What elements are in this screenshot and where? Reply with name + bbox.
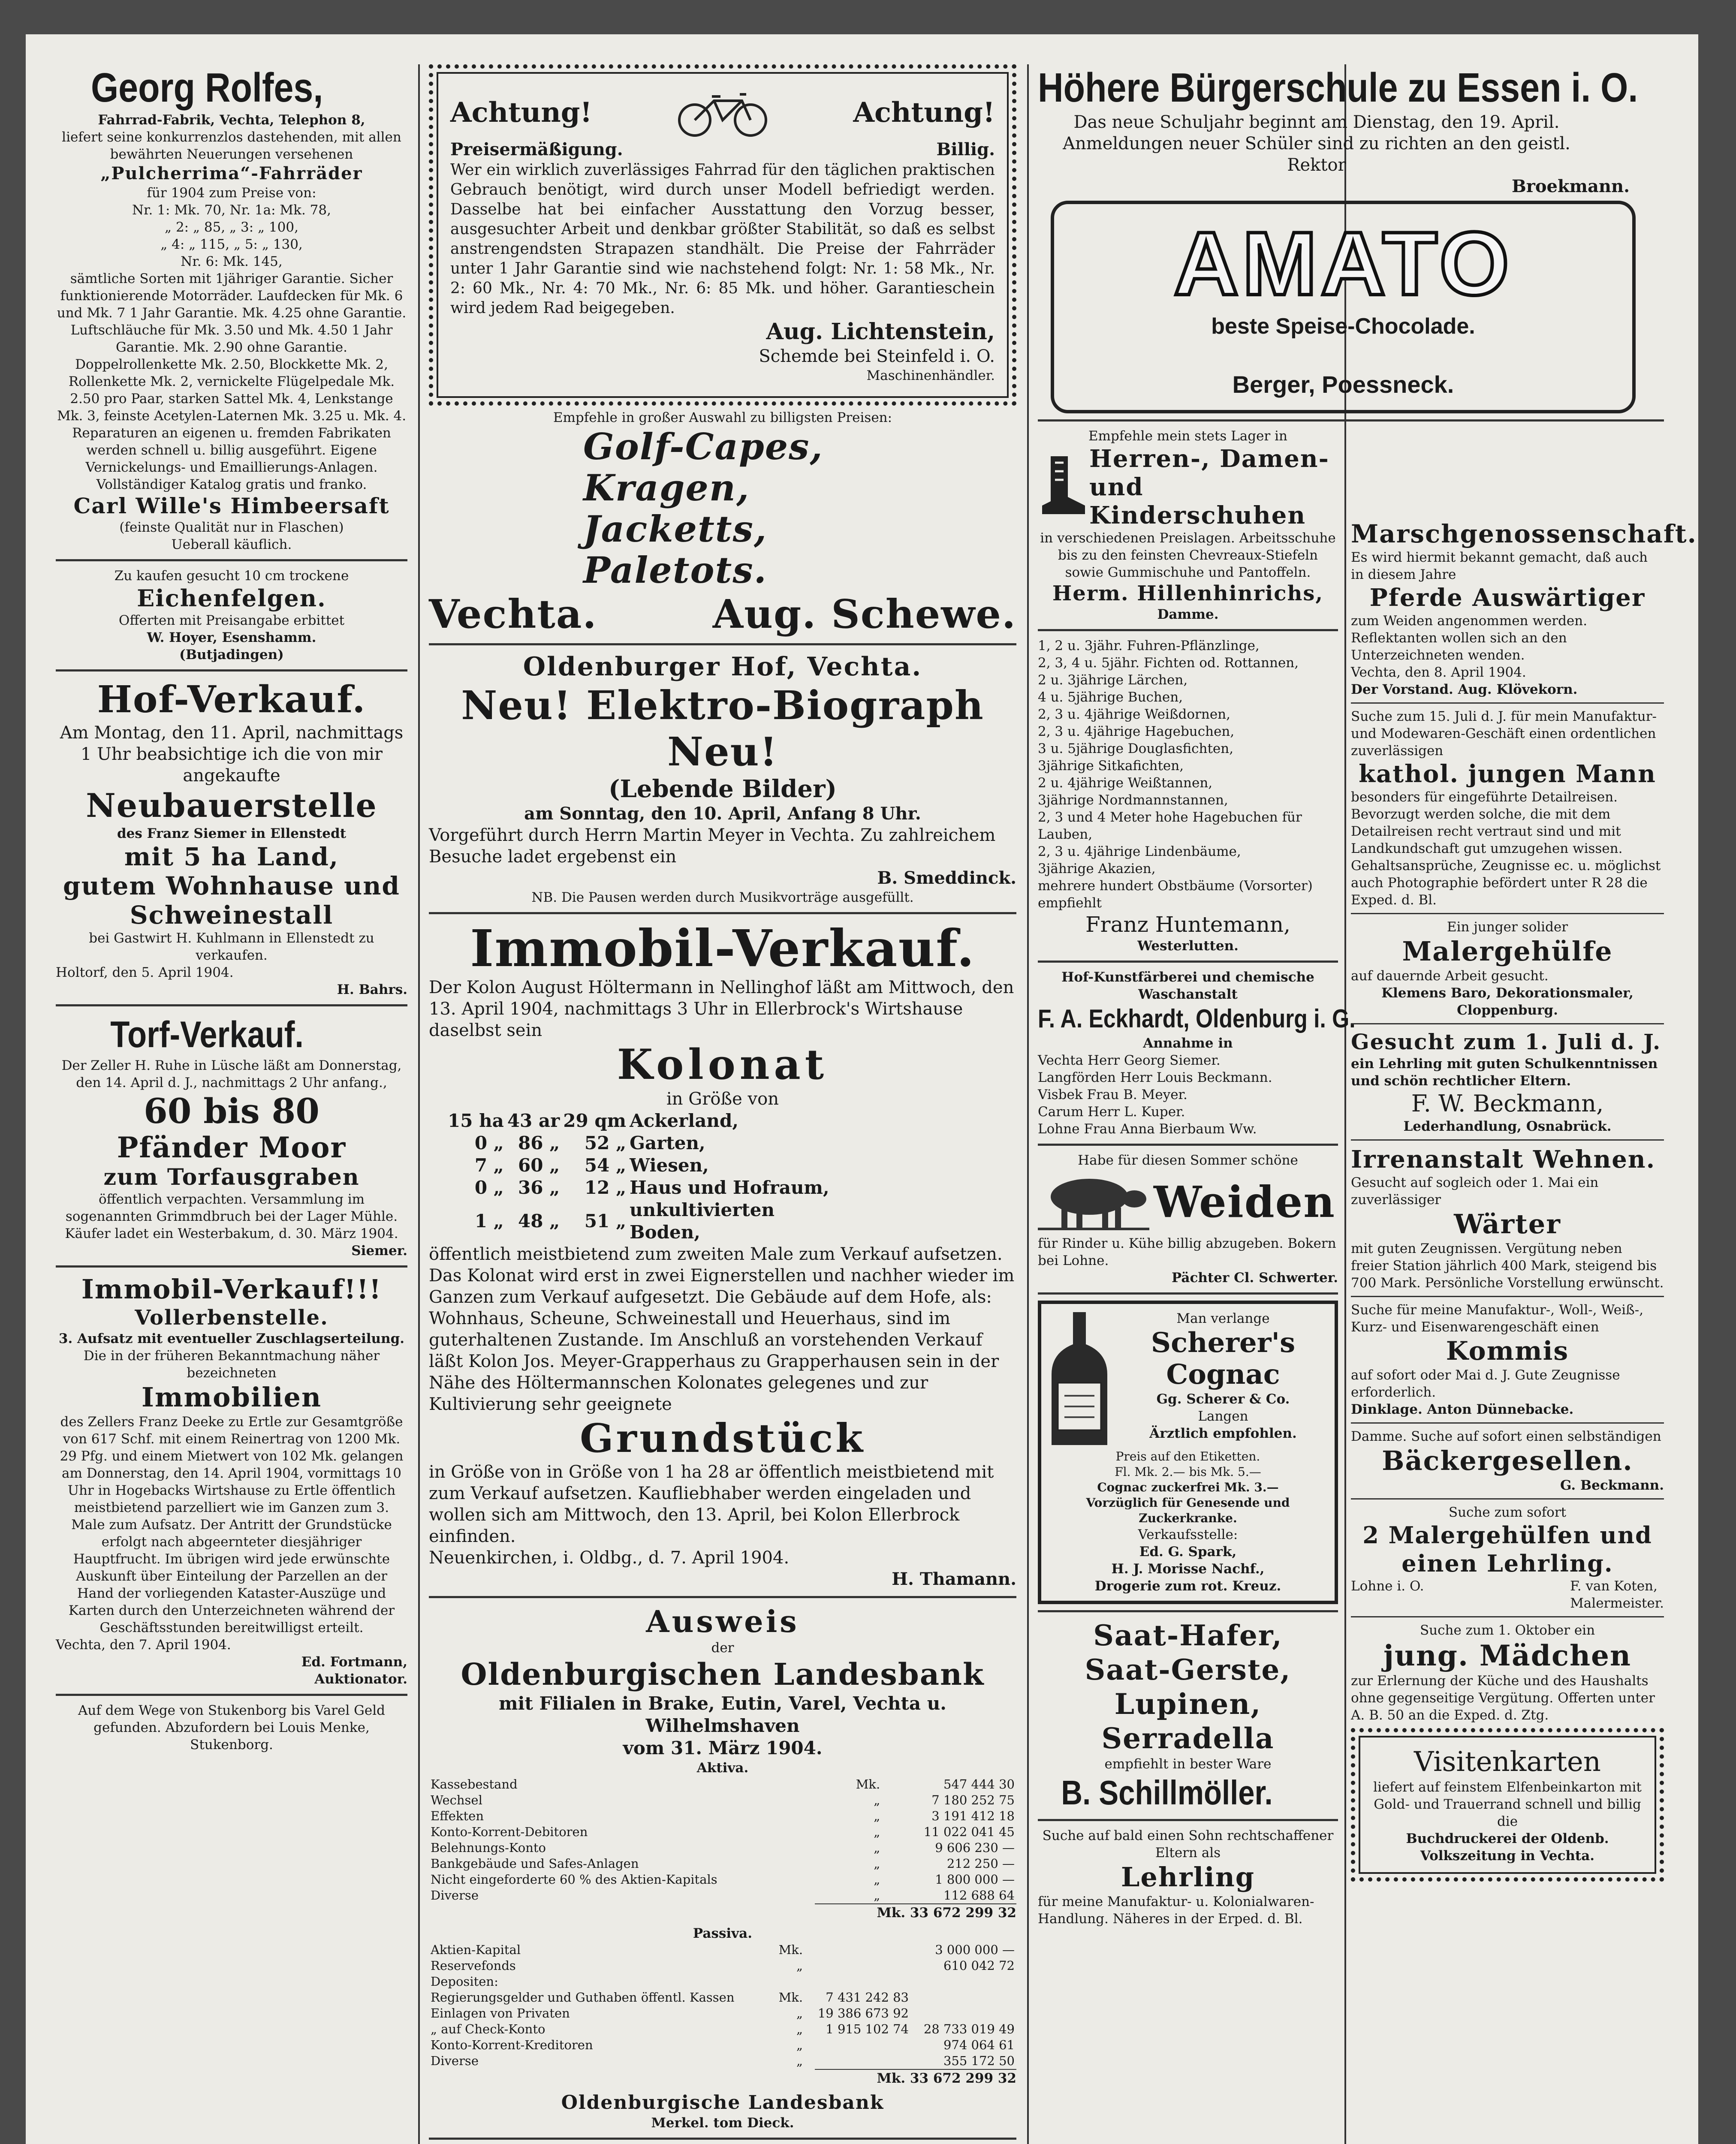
kolonat-row [446, 1132, 832, 1154]
aktiva-currency: „ [874, 1825, 880, 1839]
passiva-currency: „ [796, 2006, 803, 2021]
passiva-subvalue: 1 915 102 74 [826, 2022, 909, 2036]
saat-name: B. Schillmöller. [1061, 1774, 1273, 1812]
aktiva-row [429, 1777, 1016, 1792]
maler2-place: Lohne i. O. [1351, 1578, 1424, 1594]
passiva-row [429, 2005, 1016, 2021]
cow-icon [1038, 1169, 1149, 1235]
aktiva-label: Nicht eingeforderte 60 % des Aktien-Kapitals [431, 1872, 717, 1887]
marsch-text2: zum Weiden angenommen werden. Reflektanten wollen sich an den Unterzeichneten wenden. [1351, 613, 1588, 663]
passiva-subvalue [805, 1974, 910, 1990]
passiva-value: 355 172 50 [943, 2054, 1015, 2068]
bank-sign: Oldenburgische Landesbank [561, 2092, 884, 2114]
cognac-place: Langen [1198, 1409, 1248, 1424]
aktiva-value: 212 250 — [946, 1856, 1015, 1871]
aktiva-label: Bankgebäude und Safes-Anlagen [431, 1856, 639, 1871]
cell-qm: 12 „ [584, 1177, 627, 1198]
kolonat-table [446, 1110, 832, 1244]
marsch-sign: Der Vorstand. Aug. Klövekorn. [1351, 682, 1578, 697]
bicycle-icon [673, 86, 772, 139]
passiva-row [429, 1990, 1016, 2005]
divider [1351, 1616, 1664, 1617]
aktiva-row [429, 1872, 1016, 1888]
weiden-sign: Pächter Cl. Schwerter. [1171, 1270, 1338, 1286]
passiva-row [429, 2021, 1016, 2037]
passiva-value: 3 000 000 — [935, 1942, 1015, 1957]
maler2-big: 2 Malergehülfen und einen Lehrling. [1362, 1521, 1652, 1577]
aktiva-total: Mk. 33 672 299 32 [815, 1903, 1016, 1921]
schuh-place: Damme. [1157, 607, 1219, 622]
divider [1038, 1292, 1338, 1295]
cell-type: Wiesen, [630, 1155, 709, 1176]
irren-text2: mit guten Zeugnissen. Vergütung neben freier Station jährlich 400 Mark, steigend bis 700 Mark. Persönliche Vorstellung erwünscht. [1351, 1241, 1664, 1291]
pflanzen-list: 1, 2 u. 3jähr. Fuhren-Pflänzlinge, 2, 3, 4 u. 5jähr. Fichten od. Rottannen, 2 u. 3jährige Lärchen, 4 u. 5jährige Buchen, 2, 3 u. 4jährige Weißdornen, 2, 3 u. 4jährige Hagebuchen, 3 u. 5jährige Douglasfichten, 3jährige Sitkafichten, 2 u. 4jährige Weißtannen, 3jährige Nordmannstannen, 2, 3 und 4 Meter hohe Hagebuchen für Lauben, 2, 3 u. 4jährige Lindenbäume, 3jährige Akazien, mehrere hundert Obstbäume (Vorsorter) empfiehlt [1038, 638, 1313, 911]
lehr-big: Lehrling [1121, 1861, 1255, 1893]
rolfes-subtitle: Fahrrad-Fabrik, Vechta, Telephon 8, [98, 112, 365, 128]
schuh-sign: Herm. Hillenhinrichs, [1052, 581, 1324, 605]
iv-date: Neuenkirchen, i. Oldbg., d. 7. April 1904. [429, 1548, 790, 1568]
divider [1351, 702, 1664, 704]
iv-text2: öffentlich meistbietend zum zweiten Male zum Verkauf aufsetzen. Das Kolonat wird erst in zwei Eignerstellen und nachher wieder im Ganzen zum Verkauf aufgesetzt. Die Gebäude auf dem Hofe, als: Wohnhaus, Scheune, Schweinestall und Heuerhaus, sind im guterhaltenen Zustande. Im Anschluß an vorstehenden Verkauf läßt Kolon Jos. Meyer-Grapperhaus zu Grapperhausen sein in der Nähe des Höltermannschen Kolonates gelegenes und zur Kultivierung sehr geeignete [429, 1244, 1015, 1414]
divider [56, 1265, 407, 1268]
eichen-sign: W. Hoyer, Esenshamm. (Butjadingen) [147, 630, 316, 662]
geld-text: Auf dem Wege von Stukenborg bis Varel Geld gefunden. Abzufordern bei Louis Menke, Stukenborg. [78, 1703, 385, 1753]
immo-text2: des Zellers Franz Deeke zu Ertle zur Gesamtgröße von 617 Schf. mit einem Reinertrag von 1200 Mk. 29 Pfg. und einem Mietwert von 102 Mk. gelangen am Donnerstag, den 14. April 1904, vormittags 10 Uhr in Hogebacks Wirtshause zu Ertle öffentlich meistbietend parzelliert wie im Ganzen zum 3. Male zum Aufsatz. Der Antritt der Grundstücke erfolgt nach abgeernteter diesjähriger Hauptfrucht. Im übrigen wird jede erwünschte Auskunft über Einteilung der Parzellen an der Hand der vorliegenden Kataster-Auszüge und Karten durch den Unterzeichneten während der Geschäftsstunden bereitwilligst erteilt. [60, 1414, 404, 1635]
aktiva-value: 1 800 000 — [935, 1872, 1015, 1887]
divider [1038, 961, 1338, 963]
maed-big: jung. Mädchen [1383, 1639, 1632, 1672]
saat-big: Saat-Hafer, Saat-Gerste, Lupinen, Serradella [1085, 1619, 1291, 1755]
kommis-sign: Dinklage. Anton Dünnebacke. [1351, 1402, 1574, 1417]
cognac-brand: Scherer's Cognac [1151, 1327, 1296, 1391]
cell-qm: 52 „ [584, 1132, 627, 1153]
mann-text: Suche zum 15. Juli d. J. für mein Manufaktur- und Modewaren-Geschäft einen ordentlichen zuverlässigen [1351, 709, 1657, 759]
aktiva-currency: „ [874, 1809, 880, 1823]
cell-ar: 43 ar [507, 1110, 560, 1131]
passiva-subvalue [805, 1942, 910, 1958]
schewe-items: Golf-Capes, Kragen, Jacketts, Paletots. [583, 425, 823, 591]
iv-title: Immobil-Verkauf. [470, 918, 975, 978]
kolonat-row [446, 1199, 832, 1244]
divider [1351, 1139, 1664, 1141]
achtung-sign: Aug. Lichtenstein, [766, 319, 995, 345]
immo-big: Immobilien [141, 1382, 322, 1413]
passiva-currency: Mk. [778, 1942, 803, 1957]
bio-date: am Sonntag, den 10. April, Anfang 8 Uhr. [524, 804, 921, 824]
bio-nb: NB. Die Pausen werden durch Musikvorträge ausgefüllt. [531, 890, 914, 905]
kolonat-row [446, 1154, 832, 1177]
aktiva-row [429, 1824, 1016, 1840]
passiva-label: Regierungsgelder und Guthaben öffentl. Kassen [431, 1990, 735, 2005]
cell-ar: 36 „ [518, 1177, 560, 1198]
lehr-text2: für meine Manufaktur- u. Kolonialwaren-Handlung. Näheres in der Erped. d. Bl. [1038, 1894, 1314, 1927]
maler-text: auf dauernde Arbeit gesucht. [1351, 968, 1549, 984]
hof-title: Hof-Verkauf. [97, 678, 366, 721]
schuh-text2: in verschiedenen Preislagen. Arbeitsschuhe bis zu den feinsten Chevreaux-Stiefeln sowie Gummischuhe und Pantoffeln. [1040, 530, 1336, 580]
cognac-stores: Ed. G. Spark, H. J. Morisse Nachf., Drogerie zum rot. Kreuz. [1094, 1544, 1281, 1594]
rolfes-more: sämtliche Sorten mit 1jähriger Garantie. Sicher funktionierende Motorräder. Laufdecken für Mk. 6 und Mk. 7 1 Jahr Garantie. Mk. 4.25 ohne Garantie. Luftschläuche für Mk. 3.50 und Mk. 4.50 1 Jahr Garantie. Mk. 2.90 ohne Garantie. Doppelrollenkette Mk. 2.50, Blockkette Mk. 2, Rollenkette Mk. 2, vernickelte Flügelpedale Mk. 2.50 pro Paar, starken Sattel Mk. 4, Lenkstange Mk. 3, feinste Acetylen-Laternen Mk. 3.25 u. Mk. 4. [57, 271, 407, 424]
aktiva-head: Aktiva. [696, 1760, 749, 1776]
irren-text: Gesucht auf sogleich oder 1. Mai ein zuverlässiger [1351, 1175, 1599, 1208]
maed-text: Suche zum 1. Oktober ein [1420, 1623, 1595, 1638]
torf-title: Torf-Verkauf. [110, 1014, 304, 1055]
amato-logo: AMATO [1173, 213, 1513, 314]
bio-sign: B. Smeddinck. [877, 868, 1016, 888]
passiva-label: Reservefonds [431, 1958, 516, 1973]
passiva-currency: „ [796, 2022, 803, 2036]
cell-ha: 0 „ [474, 1177, 504, 1198]
cell-ha: 15 ha [448, 1110, 504, 1131]
visit-text: liefert auf feinstem Elfenbeinkarton mit Gold- und Trauerrand schnell und billig die [1373, 1780, 1642, 1829]
passiva-row [429, 2037, 1016, 2053]
divider [1351, 1422, 1664, 1424]
passiva-value: 974 064 61 [943, 2038, 1015, 2052]
hof-text3: bei Gastwirt H. Kuhlmann in Ellenstedt zu verkaufen. [89, 930, 374, 963]
column-2 [429, 64, 1016, 2144]
passiva-value [910, 1974, 1016, 1990]
lehr-text: Suche auf bald einen Sohn rechtschaffener Eltern als [1042, 1828, 1334, 1861]
maed-text2: zur Erlernung der Küche und des Haushalts ohne gegenseitige Vergütung. Offerten unter A. B. 50 an die Exped. d. Ztg. [1351, 1673, 1655, 1723]
eck-text: Annahme in [1143, 1036, 1233, 1051]
divider [1038, 629, 1338, 631]
immo-sub: Vollerbenstelle. [135, 1306, 329, 1330]
passiva-row [429, 1942, 1016, 1958]
schewe-name: Aug. Schewe. [712, 591, 1016, 637]
weiden-big: Weiden [1154, 1177, 1336, 1227]
beck-text: ein Lehrling mit guten Schulkenntnissen und schön rechtlicher Eltern. [1351, 1056, 1658, 1089]
passiva-currency: „ [796, 2038, 803, 2052]
beck-title: Gesucht zum 1. Juli d. J. [1351, 1029, 1661, 1054]
aktiva-currency: Mk. [856, 1777, 880, 1792]
iv-text: Der Kolon August Höltermann in Nellinghof läßt am Mittwoch, den 13. April 1904, nachmittags 3 Uhr in Ellerbrock's Wirtshause daselbst sein [429, 978, 1014, 1040]
passiva-label: Konto-Korrent-Kreditoren [431, 2038, 593, 2052]
passiva-total: Mk. 33 672 299 32 [815, 2069, 1016, 2087]
column-1 [56, 64, 407, 2144]
preis-label: Preisermäßigung. [450, 139, 623, 160]
cell-qm: 51 „ [584, 1211, 627, 1232]
marsch-date: Vechta, den 8. April 1904. [1351, 665, 1526, 680]
torf-text: Der Zeller H. Ruhe in Lüsche läßt am Donnerstag, den 14. April d. J., nachmittags 2 Uhr anfang., [61, 1058, 402, 1090]
aktiva-value: 7 180 252 75 [931, 1793, 1015, 1807]
eck-list: Vechta Herr Georg Siemer. Langförden Herr Louis Beckmann. Visbek Frau B. Meyer. Carum Herr L. Kuper. Lohne Frau Anna Bierbaum Ww. [1038, 1053, 1272, 1137]
passiva-currency: Mk. [778, 1990, 803, 2005]
passiva-currency [774, 1974, 805, 1990]
mann-text2: besonders für eingeführte Detailreisen. Bevorzugt werden solche, die mit dem Detailreisen recht vertraut sind und mit Landkundschaft gut umzugehen wissen. Gehaltsansprüche, Zeugnisse ec. u. möglichst auch Photographie befördert unter R 28 die Exped. d. Bl. [1351, 789, 1661, 908]
achtung-left: Achtung! [450, 96, 592, 129]
divider [1038, 1819, 1338, 1821]
irren-title: Irrenanstalt Wehnen. [1351, 1145, 1656, 1174]
rolfes-brand: „Pulcherrima“-Fahrräder [100, 163, 363, 184]
maler-head: Ein junger solider [1447, 919, 1568, 935]
iv-groesse: in Größe von [666, 1089, 779, 1109]
passiva-label: Einlagen von Privaten [431, 2006, 570, 2021]
hof-text2: des Franz Siemer in Ellenstedt [117, 826, 347, 841]
divider [1038, 1610, 1338, 1612]
bio-sub: (Lebende Bilder) [609, 775, 837, 803]
divider [1351, 1498, 1664, 1500]
schule-text: Das neue Schuljahr beginnt am Dienstag, den 19. April. Anmeldungen neuer Schüler sind zu richten an den geistl. Rektor [1063, 112, 1570, 175]
kolonat-row [446, 1110, 832, 1132]
maler-big: Malergehülfe [1402, 936, 1613, 967]
passiva-subvalue [805, 2037, 910, 2053]
wille-text: (feinste Qualität nur in Flaschen) Ueberall käuflich. [119, 520, 344, 552]
maler2-sign: F. van Koten, Malermeister. [1570, 1578, 1664, 1611]
passiva-row [429, 1958, 1016, 1974]
aktiva-value: 11 022 041 45 [923, 1825, 1015, 1839]
weiden-text2: für Rinder u. Kühe billig abzugeben. Bokern bei Lohne. [1038, 1236, 1336, 1268]
achtung-text: Wer ein wirklich zuverlässiges Fahrrad für den täglichen praktischen Gebrauch benötigt, wird durch unser Modell befriedigt werden. Dasselbe hat bei einfacher Ausstattung den Vorzug besser, ausgesuchter Arbeit und denkbar größter Stabilität, so daß es selbst anstrengendsten Strapazen standhält. Die Preise der Fahrräder unter 1 Jahr Garantie sind wie nachstehend folgt: Nr. 1: 58 Mk., Nr. 2: 60 Mk., Nr. 4: 70 Mk., Nr. 6: 85 Mk. und höher. Garantieschein wird jedem Rad beigegeben. [450, 161, 995, 317]
eichen-title: Eichenfelgen. [137, 584, 326, 612]
divider [1351, 1296, 1664, 1297]
hunte-name: Franz Huntemann, [1085, 912, 1291, 937]
passiva-row [429, 2053, 1016, 2069]
rolfes-repair: Reparaturen an eigenen u. fremden Fabrikaten werden schnell u. billig ausgeführt. Eigene Vernickelungs- und Emaillierungs-Anlagen. Vollständiger Katalog gratis und franko. [72, 425, 391, 492]
passiva-subvalue [805, 2053, 910, 2069]
passiva-subvalue [805, 1958, 910, 1974]
maler-sign: Klemens Baro, Dekorationsmaler, Cloppenburg. [1381, 985, 1634, 1018]
cell-ha: 0 „ [474, 1132, 504, 1153]
column-rule-2 [1027, 64, 1029, 2144]
cell-ar: 60 „ [518, 1155, 560, 1176]
marsch-big: Pferde Auswärtiger [1369, 584, 1646, 612]
passiva-label: „ auf Check-Konto [431, 2022, 546, 2036]
aktiva-row [429, 1888, 1016, 1903]
kommis-big: Kommis [1446, 1336, 1569, 1366]
kolonat-row [446, 1177, 832, 1199]
schuh-big: Herren-, Damen- und Kinderschuhen [1089, 445, 1329, 530]
cognac-bottle-icon [1047, 1310, 1112, 1449]
rolfes-title: Georg Rolfes, [90, 65, 323, 111]
eichen-text: Offerten mit Preisangabe erbittet [118, 613, 345, 628]
passiva-currency: „ [796, 2054, 803, 2068]
passiva-value: 610 042 72 [943, 1958, 1015, 1973]
cognac-price: Preis auf den Etiketten. Fl. Mk. 2.— bis Mk. 5.— [1115, 1449, 1261, 1479]
achtung-box [429, 64, 1016, 406]
iv-text3: in Größe von in Größe von 1 ha 28 ar öffentlich meistbietend mit zum Verkauf aufsetzen. Kaufliebhaber werden eingeladen und wollen sich am Mittwoch, den 13. April, bei Kolon Ellerbrock einfinden. [429, 1462, 994, 1546]
divider [1351, 1023, 1664, 1024]
passiva-value: 28 733 019 49 [923, 2022, 1015, 2036]
beck-firm: Lederhandlung, Osnabrück. [1403, 1119, 1612, 1134]
aktiva-label: Konto-Korrent-Debitoren [431, 1825, 588, 1839]
aktiva-label: Effekten [431, 1809, 484, 1823]
torf-text2: öffentlich verpachten. Versammlung im sogenannten Grimmdbruch bei der Lager Mühle. Käufer ladet ein Westerbakum, d. 30. März 1904. [65, 1192, 398, 1241]
cell-type: Ackerland, [630, 1110, 738, 1131]
cell-type: Garten, [630, 1132, 705, 1153]
bio-text: Vorgeführt durch Herrn Martin Meyer in Vechta. Zu zahlreichem Besuche ladet ergebenst ein [429, 825, 996, 867]
torf-big: 60 bis 80 [144, 1091, 319, 1131]
immo-date: Vechta, den 7. April 1904. [56, 1637, 231, 1653]
achtung-right: Achtung! [853, 96, 995, 129]
cell-qm: 54 „ [584, 1155, 627, 1176]
bank-names: Merkel. tom Dieck. [651, 2115, 794, 2131]
aktiva-label: Belehnungs-Konto [431, 1840, 546, 1855]
column-rule-1 [418, 64, 420, 2144]
schewe-intro: Empfehle in großer Auswahl zu billigsten Preisen: [553, 410, 892, 425]
divider [56, 669, 407, 672]
ausweis-bank: Oldenburgischen Landesbank [461, 1656, 985, 1692]
torf-big3: zum Torfausgraben [103, 1164, 360, 1190]
achtung-role: Maschinenhändler. [866, 368, 995, 383]
immo-sub2: 3. Aufsatz mit eventueller Zuschlagserteilung. [58, 1331, 405, 1346]
passiva-label: Diverse [431, 2054, 479, 2068]
amato-box [1051, 201, 1636, 413]
aktiva-currency: „ [874, 1793, 880, 1807]
saat-text: empfiehlt in bester Ware [1104, 1756, 1272, 1772]
amato-sub: beste Speise-Chocolade. [1211, 314, 1475, 339]
passiva-subvalue: 19 386 673 92 [817, 2006, 909, 2021]
aktiva-value: 3 191 412 18 [931, 1809, 1015, 1823]
iv-sign: H. Thamann. [892, 1569, 1016, 1589]
aktiva-table [429, 1777, 1016, 1903]
aktiva-row [429, 1840, 1016, 1856]
cell-ar: 48 „ [518, 1211, 560, 1232]
aktiva-value: 112 688 64 [943, 1888, 1015, 1903]
immo-text: Die in der früheren Bekanntmachung näher bezeichneten [83, 1348, 380, 1381]
cognac-firm: Gg. Scherer & Co. [1156, 1391, 1290, 1407]
beck-name: F. W. Beckmann, [1411, 1090, 1604, 1117]
achtung-place: Schemde bei Steinfeld i. O. [759, 346, 995, 366]
ausweis-der: der [711, 1640, 734, 1656]
aktiva-currency: „ [874, 1872, 880, 1887]
divider [1351, 913, 1664, 914]
divider [429, 1596, 1016, 1598]
cognac-man: Man verlange [1176, 1311, 1270, 1326]
passiva-value [910, 1990, 1016, 2005]
divider [429, 643, 1016, 645]
immo-sign: Ed. Fortmann, Auktionator. [301, 1654, 407, 1687]
hof-date: Holtorf, den 5. April 1904. [56, 965, 234, 980]
weiden-text: Habe für diesen Sommer schöne [1078, 1153, 1298, 1168]
hof-heading: Oldenburger Hof, Vechta. [523, 652, 922, 682]
cell-ar: 86 „ [518, 1132, 560, 1153]
aktiva-currency: „ [874, 1840, 880, 1855]
maler2-text: Suche zum sofort [1448, 1505, 1567, 1520]
divider [56, 1004, 407, 1006]
cognac-vk: Verkaufsstelle: [1138, 1527, 1238, 1542]
schuh-text: Empfehle mein stets Lager in [1088, 428, 1287, 444]
divider [1038, 1144, 1338, 1146]
passiva-subvalue: 7 431 242 83 [826, 1990, 909, 2005]
aktiva-row [429, 1792, 1016, 1808]
cell-ha: 1 „ [474, 1211, 504, 1232]
ausweis-title: Ausweis [646, 1604, 799, 1639]
hof-big: Neubauerstelle [86, 786, 377, 825]
amato-firm: Berger, Poessneck. [1232, 371, 1454, 398]
eck-head: Hof-Kunstfärberei und chemische Waschanstalt [1061, 970, 1314, 1002]
aktiva-value: 9 606 230 — [935, 1840, 1015, 1855]
divider [1038, 419, 1664, 422]
aktiva-currency: „ [874, 1856, 880, 1871]
baeck-big: Bäckergesellen. [1382, 1445, 1633, 1476]
passiva-table [429, 1942, 1016, 2069]
aktiva-label: Kassebestand [431, 1777, 518, 1792]
cognac-zucker: Cognac zuckerfrei Mk. 3.— Vorzüglich für Genesende und Zuckerkranke. [1086, 1480, 1290, 1525]
aktiva-label: Diverse [431, 1888, 479, 1903]
divider [429, 912, 1016, 914]
passiva-label: Aktien-Kapital [431, 1942, 521, 1957]
hof-big2: mit 5 ha Land, gutem Wohnhause und Schweinestall [63, 842, 400, 930]
passiva-label: Depositen: [431, 1974, 498, 1989]
wille-title: Carl Wille's Himbeersaft [73, 493, 390, 518]
passiva-row [429, 1974, 1016, 1990]
schule-sign: Broekmann. [1511, 176, 1630, 196]
visit-firm: Buchdruckerei der Oldenb. Volkszeitung in Vechta. [1406, 1831, 1609, 1864]
schule-title: Höhere Bürgerschule zu Essen i. O. [1038, 65, 1638, 111]
aktiva-value: 547 444 30 [943, 1777, 1015, 1792]
billig-label: Billig. [936, 139, 995, 160]
cognac-box [1038, 1301, 1338, 1604]
cell-qm: 29 qm [563, 1110, 627, 1131]
hof-text: Am Montag, den 11. April, nachmittags 1 Uhr beabsichtige ich die von mir angekaufte [60, 723, 404, 786]
kommis-text: Suche für meine Manufaktur-, Woll-, Weiß-, Kurz- und Eisenwarengeschäft einen [1351, 1302, 1644, 1335]
rolfes-text: liefert seine konkurrenzlos dastehenden, mit allen bewährten Neuerungen versehenen [62, 129, 401, 162]
passiva-value [910, 2005, 1016, 2021]
irren-big: Wärter [1454, 1208, 1561, 1240]
cell-type: unkultivierten Boden, [630, 1199, 775, 1243]
iv-grund: Grundstück [579, 1415, 866, 1461]
passiva-head: Passiva. [693, 1926, 753, 1941]
schewe-place: Vechta. [429, 591, 597, 637]
kommis-text2: auf sofort oder Mai d. J. Gute Zeugnisse erforderlich. [1351, 1367, 1620, 1400]
cognac-praise: Ärztlich empfohlen. [1149, 1426, 1297, 1441]
torf-big2: Pfänder Moor [117, 1131, 347, 1164]
marsch-text: Es wird hiermit bekannt gemacht, daß auch in diesem Jahre [1351, 550, 1648, 582]
eichen-head: Zu kaufen gesucht 10 cm trockene [114, 568, 349, 584]
boot-icon [1038, 454, 1089, 520]
mann-big: kathol. jungen Mann [1359, 760, 1656, 788]
bio-title: Neu! Elektro-Biograph Neu! [461, 682, 984, 775]
baeck-sign: G. Beckmann. [1560, 1478, 1664, 1493]
eck-name: F. A. Eckhardt, Oldenburg i. G. [1038, 1004, 1356, 1033]
rolfes-prices: für 1904 zum Preise von: Nr. 1: Mk. 70, Nr. 1a: Mk. 78, „ 2: „ 85, „ 3: „ 100, „ 4: „ 115, „ 5: „ 130, Nr. 6: Mk. 145, [132, 185, 331, 269]
visit-box [1351, 1728, 1664, 1882]
visit-title: Visitenkarten [1414, 1746, 1601, 1778]
immo-title: Immobil-Verkauf!!! [81, 1274, 382, 1305]
column-4 [1351, 519, 1697, 2144]
aktiva-row [429, 1856, 1016, 1872]
baeck-text: Damme. Suche auf sofort einen selbständigen [1351, 1429, 1661, 1444]
divider [429, 2138, 1016, 2140]
hof-sign: H. Bahrs. [337, 982, 407, 997]
cell-ha: 7 „ [474, 1155, 504, 1176]
passiva-currency: „ [796, 1958, 803, 1973]
ausweis-sub: mit Filialen in Brake, Eutin, Varel, Vechta u. Wilhelmshaven vom 31. März 1904. [499, 1693, 946, 1759]
aktiva-label: Wechsel [431, 1793, 482, 1807]
divider [56, 1694, 407, 1696]
marsch-title: Marschgenossenschaft. [1351, 519, 1697, 548]
divider [56, 559, 407, 561]
aktiva-row [429, 1808, 1016, 1824]
iv-kolonat: Kolonat [617, 1040, 829, 1089]
cell-type: Haus und Hofraum, [630, 1177, 829, 1198]
hunte-place: Westerlutten. [1137, 938, 1239, 954]
aktiva-currency: „ [874, 1888, 880, 1903]
torf-sign: Siemer. [351, 1243, 407, 1259]
